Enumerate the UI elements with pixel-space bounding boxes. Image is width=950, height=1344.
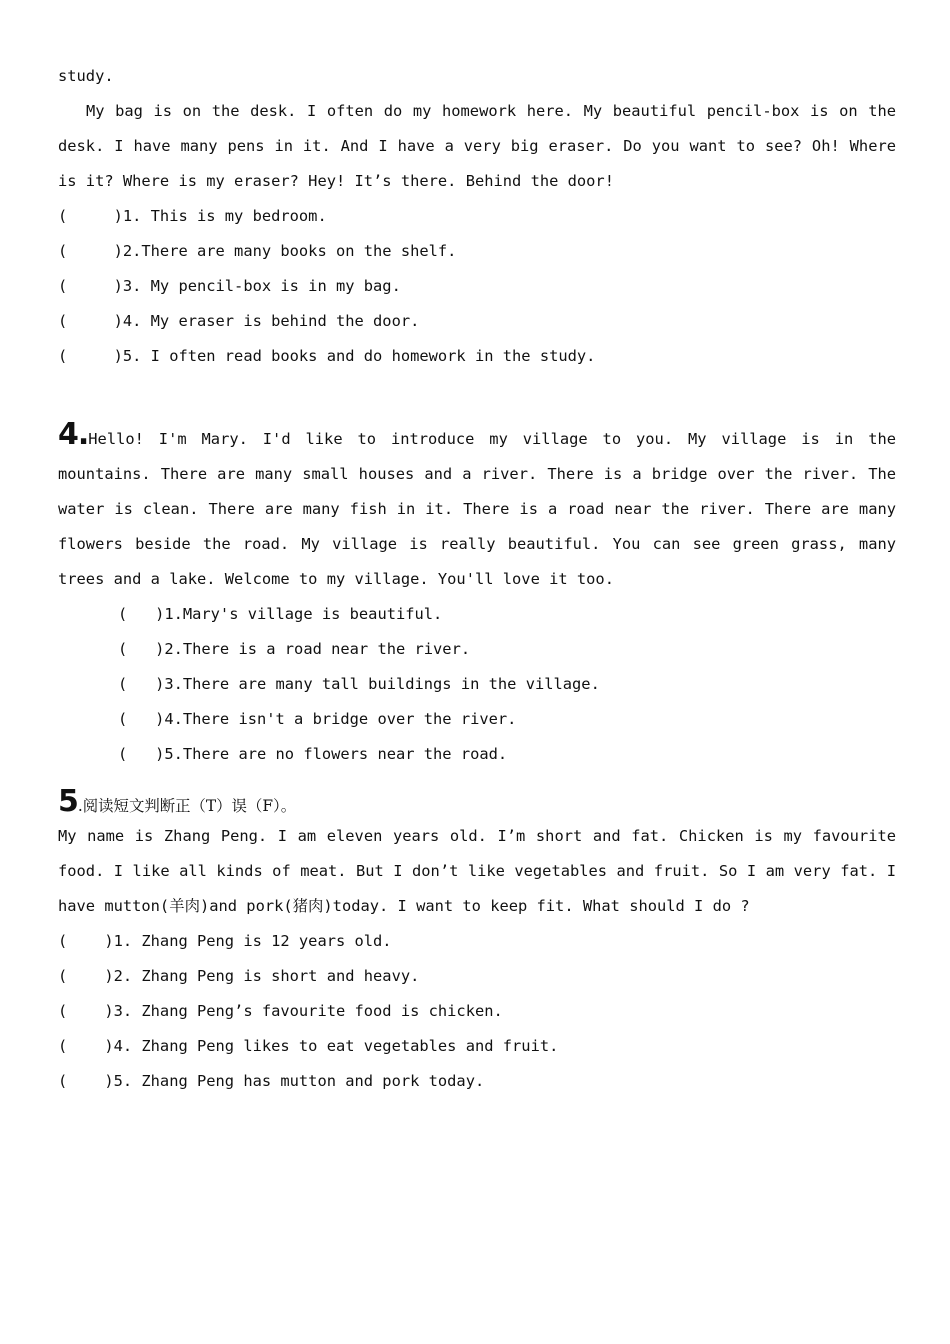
question-3-3: ( )3. My pencil-box is in my bag.: [58, 277, 401, 295]
question-5-2: ( )2. Zhang Peng is short and heavy.: [58, 967, 420, 985]
question-3-2: ( )2.There are many books on the shelf.: [58, 242, 457, 260]
question-5-4: ( )4. Zhang Peng likes to eat vegetables and fruit.: [58, 1037, 559, 1055]
passage-3: My bag is on the desk. I often do my homework here. My beautiful pencil-box is on the desk. I have many pens in it. And I have a very big eraser. Do you want to see? Oh! Where is it? Where is my eraser? Hey! It’s there. Behind the door!: [58, 102, 896, 190]
question-4-4: ( )4.There isn't a bridge over the river.: [118, 710, 517, 728]
passage-4-wrapper: [58, 417, 896, 597]
question-5-5: ( )5. Zhang Peng has mutton and pork today.: [58, 1072, 485, 1090]
question-4-3: ( )3.There are many tall buildings in the village.: [118, 675, 600, 693]
question-4-1: ( )1.Mary's village is beautiful.: [118, 605, 443, 623]
question-4-2: ( )2.There is a road near the river.: [118, 640, 471, 658]
passage-5: My name is Zhang Peng. I am eleven years old. I’m short and fat. Chicken is my favourite food. I like all kinds of meat. But I don’t like vegetables and fruit. So I am very fat. I have mutton(羊肉)and pork(猪肉)today. I want to keep fit. What should I do ?: [58, 827, 896, 915]
section-3: [58, 59, 896, 374]
section-5: [58, 784, 896, 1099]
section-5-heading-line: [58, 784, 896, 819]
section-5-heading: .阅读短文判断正（T）误（F）。: [77, 797, 297, 815]
question-3-1: ( )1. This is my bedroom.: [58, 207, 327, 225]
question-4-5: ( )5.There are no flowers near the road.: [118, 745, 508, 763]
section-4-number: 4.: [58, 417, 89, 452]
section-5-number: 5: [58, 784, 78, 819]
question-3-4: ( )4. My eraser is behind the door.: [58, 312, 420, 330]
question-3-5: ( )5. I often read books and do homework in the study.: [58, 347, 596, 365]
passage-carry-over: study.: [58, 67, 114, 85]
question-5-1: ( )1. Zhang Peng is 12 years old.: [58, 932, 392, 950]
section-4: [58, 417, 896, 772]
passage-4: Hello! I'm Mary. I'd like to introduce my village to you. My village is in the mountains. There are many small houses and a river. There is a bridge over the river. The water is clean. There are many fish in it. There is a road near the river. There are many flowers beside the road. My village is really beautiful. You can see green grass, many trees and a lake. Welcome to my village. You'll love it too.: [58, 430, 896, 588]
question-5-3: ( )3. Zhang Peng’s favourite food is chicken.: [58, 1002, 503, 1020]
